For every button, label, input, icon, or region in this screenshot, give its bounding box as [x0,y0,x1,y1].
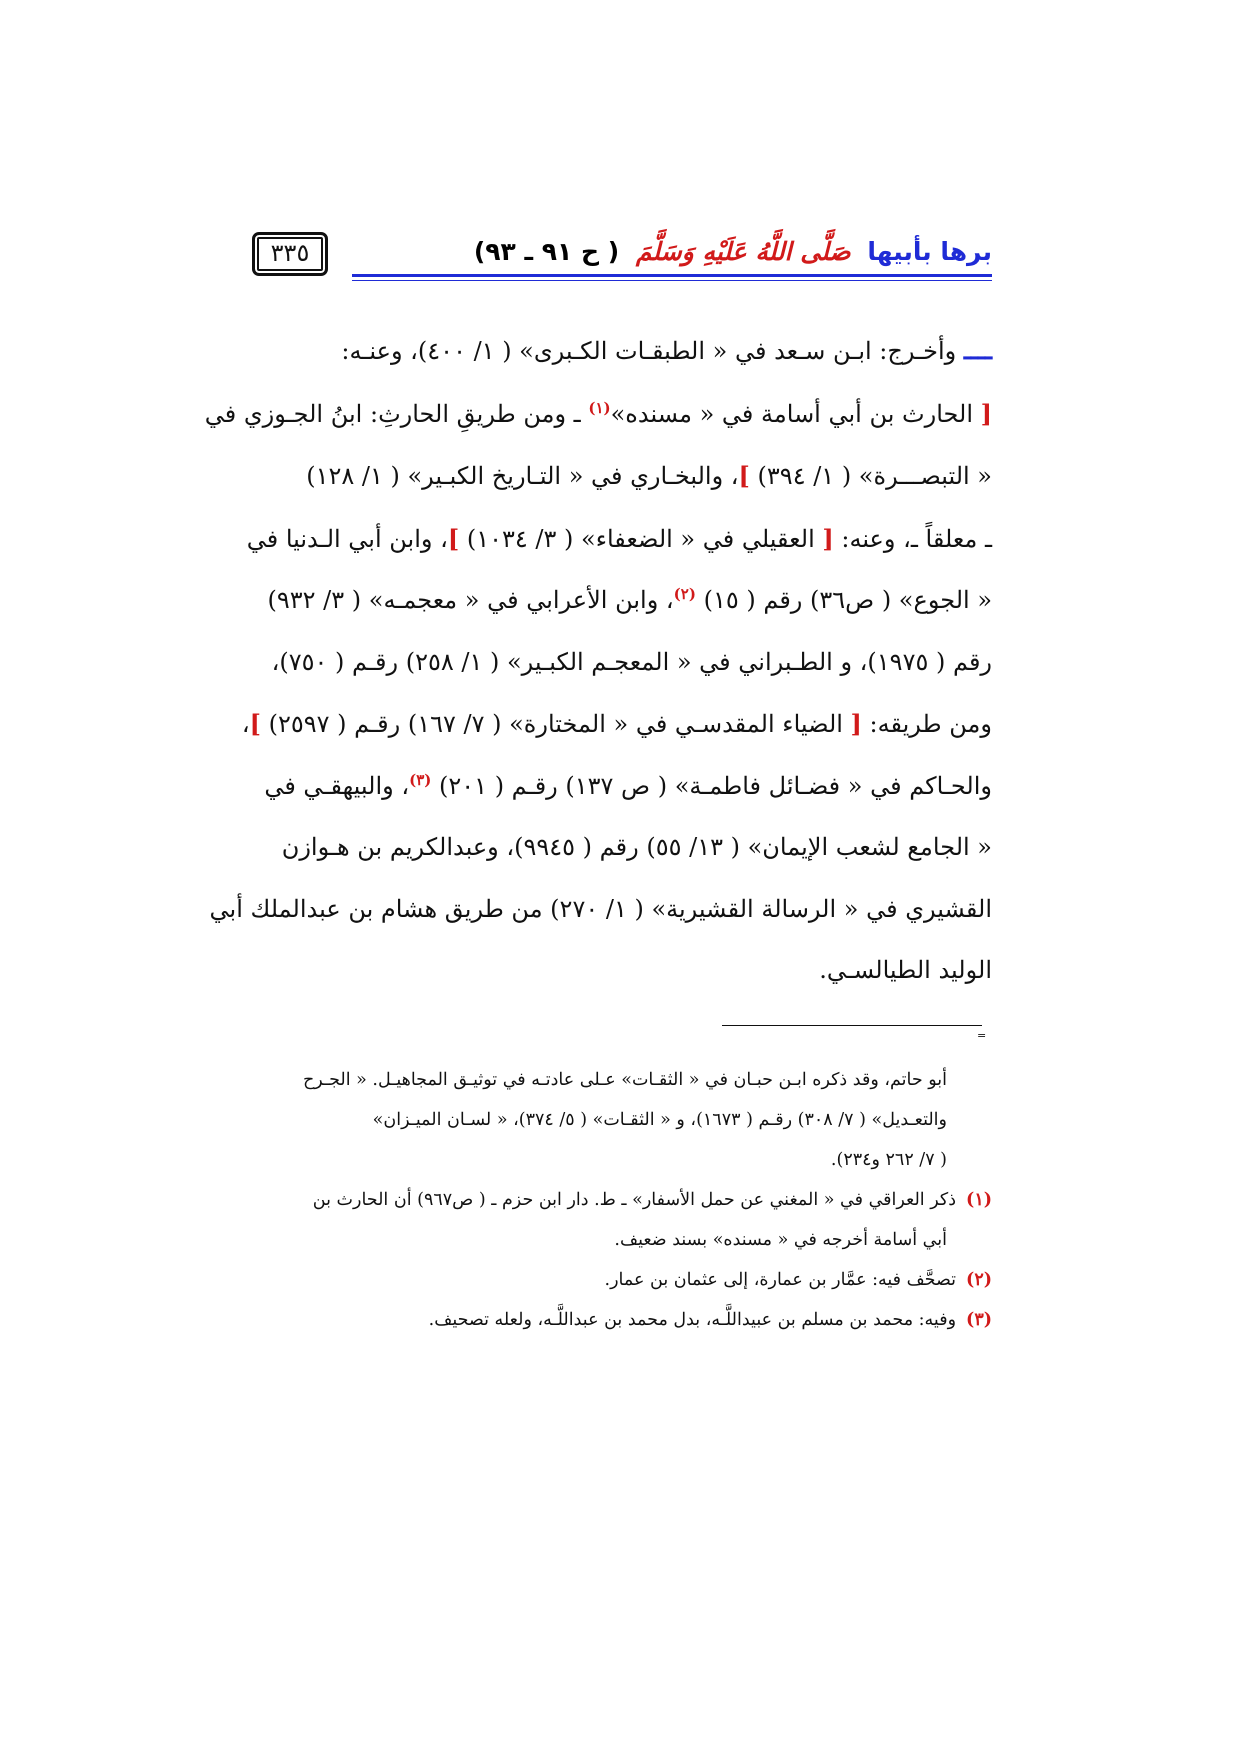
footnote-1-continued: أبي أسامة أخرجه في « مسنده» بسند ضعيف. [614,1230,947,1250]
footnote-separator [722,1025,982,1026]
text-run: ، وابن الأعرابي في « معجمـه» ( ٣/ ٩٣٢) [267,586,674,614]
bracket: ] [738,461,750,490]
text-run: رقم ( ١٩٧٥)، و الطـبراني في « المعجـم الكبـير» ( ١/ ٢٥٨) رقـم ( ٧٥٠)، [271,647,992,676]
footnote-continuation-line: أبو حاتم، وقد ذكره ابـن حبـان في « الثقـات» عـلى عادتـه في توثيـق المجاهيـل. « الجـرح [303,1070,947,1090]
footnote-ref-3[interactable]: (٣) [409,770,432,789]
footnote-1 [250,1180,992,1220]
bracket: [ [850,709,862,738]
footnote-continuation-line: ( ٧/ ٢٦٢ و٢٣٤). [830,1150,947,1170]
text-run: الضياء المقدسـي في « المختارة» ( ٧/ ١٦٧) رقـم ( ٢٥٩٧) [260,710,851,738]
text-run: الحارث بن أبي أسامة في « مسنده» [610,399,981,428]
page-header [250,232,992,288]
footnote-number: (٢) [966,1270,992,1290]
text-run: ـ معلقاً ـ، وعنه: [833,524,992,553]
text-line [209,879,992,941]
text-run: والحـاكم في « فضـائل فاطمـة» ( ص ١٣٧) رقـم ( ٢٠١) [431,771,992,800]
hadith-range: ( ح ٩١ ـ ٩٣) [473,237,620,266]
footnote-continuation-line: والتعـديل» ( ٧/ ٣٠٨) رقـم ( ١٦٧٣)، و « الثقـات» ( ٥/ ٣٧٤)، « لسـان الميـزان» [372,1110,947,1130]
text-line [250,320,992,383]
text-run: « الجامع لشعب الإيمان» ( ١٣/ ٥٥) رقم ( ٩٩٤٥)، وعبدالكريم بن هـوازن [281,833,992,861]
text-run: ، وابن أبي الـدنيا في [246,524,448,553]
text-run: ، والبيهقـي في [264,771,410,800]
text-line [246,508,992,571]
text-line [250,756,992,818]
header-rule [352,274,992,281]
continuation-mark: = [977,1029,987,1042]
footnote-3 [250,1300,992,1340]
running-title [474,232,992,272]
running-title-text: برها بأبيها [867,237,992,266]
text-line [250,632,992,694]
footnote-text: تصحَّف فيه: عمَّار بن عمارة، إلى عثمان بن عمار. [604,1270,957,1290]
page-number: ٣٣٥ [252,232,328,276]
text-run: الوليد الطيالسـي. [819,956,992,984]
text-run: ، [241,710,250,738]
text-line [241,693,992,756]
bracket: ] [249,709,261,738]
footnote-ref-2[interactable]: (٢) [673,585,696,603]
text-line [250,445,992,508]
footnote-2 [250,1260,992,1300]
footnote-number: (٣) [966,1310,992,1330]
bracket: [ [980,398,992,428]
text-run: العقيلي في « الضعفاء» ( ٣/ ١٠٣٤) [459,524,823,553]
text-line-last [250,940,992,1002]
bracket: ] [447,523,460,553]
text-line [204,383,992,446]
footnote-text: وفيه: محمد بن مسلم بن عبيداللَّـه، بدل محمد بن عبداللَّـه، ولعله تصحيف. [428,1310,957,1330]
salutation-text: صَلَّى اللَّهُ عَلَيْهِ وَسَلَّمَ [635,237,851,266]
footnote-number: (١) [966,1190,992,1210]
text-line [250,817,992,879]
text-run: وأخـرج: ابـن سـعد في « الطبقـات الكـبرى» ( ١/ ٤٠٠)، وعنـه: [341,337,957,365]
text-run: « الجوع» ( ص٣٦) رقم ( ١٥) [695,586,992,614]
text-run: ومن طريقه: [861,710,992,738]
text-run: ـ ومن طريقِ الحارثِ: ابنُ الجـوزي في [204,399,589,428]
text-run: « التبصـــرة» ( ١/ ٣٩٤) [749,462,992,490]
footnote-ref-1[interactable]: (١) [588,398,611,417]
main-text [204,320,992,1002]
paragraph-dash: ــــ [963,336,992,365]
footnote-text: ذكر العراقي في « المغني عن حمل الأسفار» ـ ط. دار ابن حزم ـ ( ص٩٦٧) أن الحارث بن [312,1190,957,1210]
text-run: القشيري في « الرسالة القشيرية» ( ١/ ٢٧٠) من طريق هشام بن عبدالملك أبي [209,894,992,923]
footnotes [250,1060,992,1340]
bracket: [ [822,523,834,553]
text-run: ، والبخـاري في « التـاريخ الكبـير» ( ١/ ١٢٨) [306,462,739,490]
text-line [250,570,992,632]
